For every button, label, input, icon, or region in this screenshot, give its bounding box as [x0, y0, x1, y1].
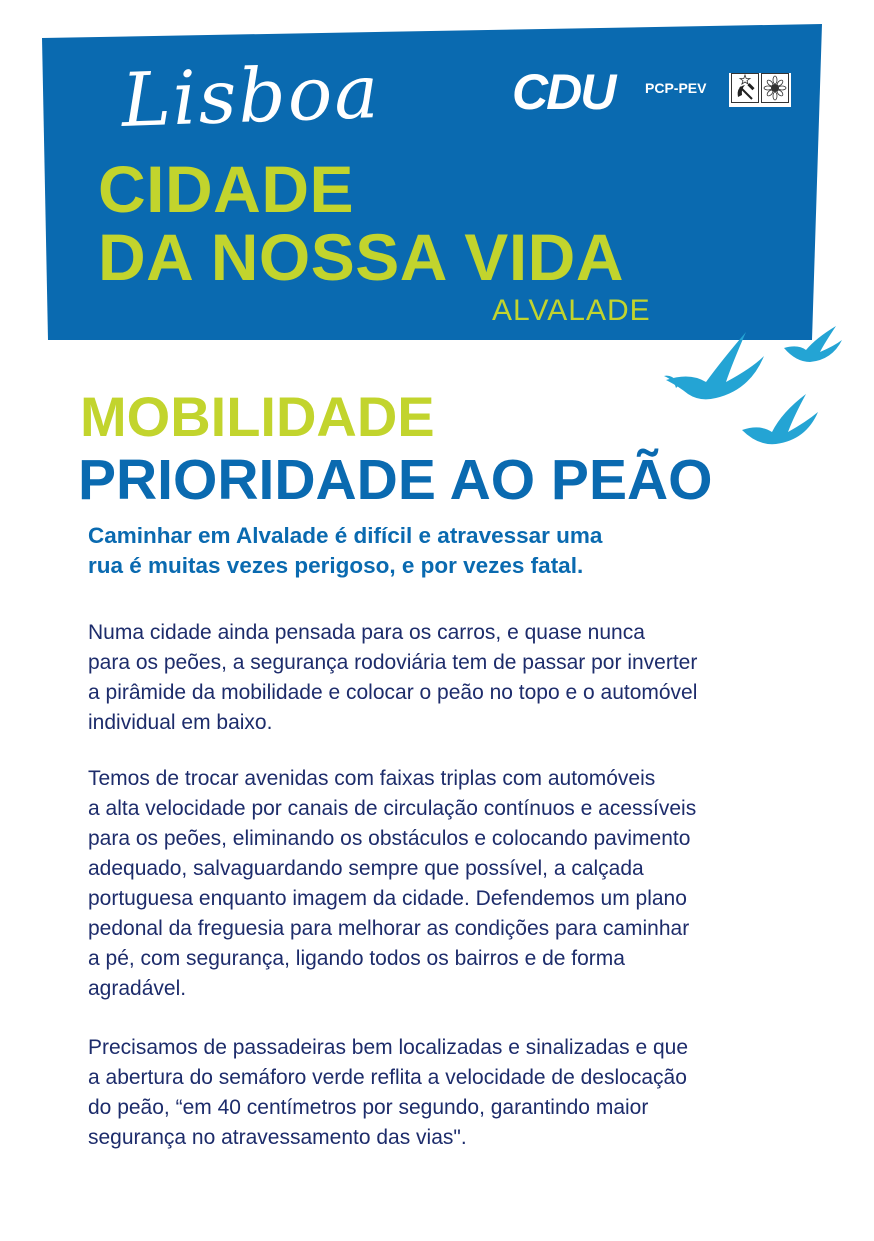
logo-subtext: PCP-PEV: [645, 80, 707, 96]
body-paragraph-3: [88, 1033, 818, 1153]
body-paragraph-1: [88, 618, 818, 738]
location-label: ALVALADE: [492, 294, 651, 327]
title-line-1: CIDADE: [98, 152, 355, 226]
body-line: para os peões, a segurança rodoviária tem de passar por inverter: [88, 651, 698, 674]
body-line: pedonal da freguesia para melhorar as condições para caminhar: [88, 917, 690, 940]
body-paragraph-2: [88, 764, 818, 1004]
swallow-icon: [742, 394, 818, 444]
body-line: individual em baixo.: [88, 711, 273, 734]
body-line: a pé, com segurança, ligando todos os bairros e de forma: [88, 947, 625, 970]
body-line: a abertura do semáforo verde reflita a velocidade de deslocação: [88, 1066, 687, 1089]
party-emblems: [729, 73, 791, 107]
body-line: do peão, “em 40 centímetros por segundo, garantindo maior: [88, 1096, 649, 1119]
swallow-icon: [784, 326, 842, 362]
body-line: a alta velocidade por canais de circulação contínuos e acessíveis: [88, 797, 697, 820]
lead-line: Caminhar em Alvalade é difícil e atravessar uma: [88, 523, 603, 548]
heading-mobilidade: MOBILIDADE: [80, 385, 435, 448]
body-line: segurança no atravessamento das vias".: [88, 1126, 467, 1149]
body-line: para os peões, eliminando os obstáculos e colocando pavimento: [88, 827, 691, 850]
body-line: Precisamos de passadeiras bem localizadas e sinalizadas e que: [88, 1036, 688, 1059]
lead-line: rua é muitas vezes perigoso, e por vezes fatal.: [88, 553, 584, 578]
cdu-logo: CDU: [512, 64, 615, 120]
sunflower-icon: [761, 73, 789, 103]
hammer-sickle-star-icon: [731, 73, 759, 103]
header-banner: [0, 0, 874, 360]
heading-prioridade: PRIORIDADE AO PEÃO: [78, 448, 713, 512]
script-title: Lisboa: [120, 48, 382, 144]
swallow-icon: [664, 332, 764, 399]
lead-paragraph: [88, 521, 808, 581]
body-line: a pirâmide da mobilidade e colocar o peão no topo e o automóvel: [88, 681, 698, 704]
swallows-decoration: [660, 320, 850, 450]
body-line: agradável.: [88, 977, 187, 1000]
body-line: portuguesa enquanto imagem da cidade. Defendemos um plano: [88, 887, 687, 910]
body-line: Temos de trocar avenidas com faixas triplas com automóveis: [88, 767, 656, 790]
title-line-2: DA NOSSA VIDA: [98, 220, 624, 294]
body-line: Numa cidade ainda pensada para os carros, e quase nunca: [88, 621, 645, 644]
body-line: adequado, salvaguardando sempre que possível, a calçada: [88, 857, 644, 880]
